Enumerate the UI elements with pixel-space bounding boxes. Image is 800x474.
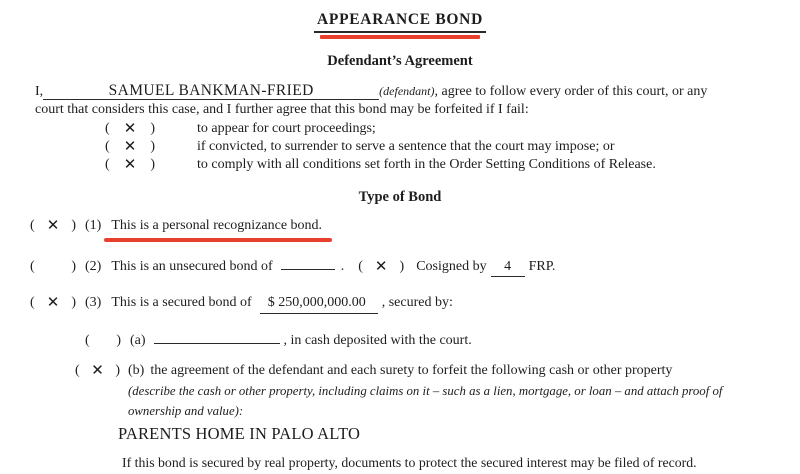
intro-line-2: court that considers this case, and I further agree that this bond may be forfeited if I fail: xyxy=(35,102,529,118)
item-a-suffix: , in cash deposited with the court. xyxy=(283,333,472,349)
item-2-text: This is an unsecured bond of xyxy=(111,258,273,274)
item-letter: (b) xyxy=(128,362,145,378)
intro-prefix: I, xyxy=(35,83,44,99)
item-1-text-red-underlined: This is a personal recognizance bond. xyxy=(111,217,322,235)
cosign-suffix: FRP. xyxy=(528,258,556,274)
paren-open: ( xyxy=(30,218,35,234)
x-mark-icon: ✕ xyxy=(123,138,137,155)
x-mark-icon: ✕ xyxy=(123,157,137,174)
bond-item-1 xyxy=(30,217,800,235)
real-property-footer-note: If this bond is secured by real property, documents to protect the secured interest may be filed of record. xyxy=(122,454,697,470)
intro-rest: , agree to follow every order of this court, or any xyxy=(434,83,708,99)
paren-close: ) xyxy=(71,258,76,274)
paren-open: ( xyxy=(358,258,363,274)
x-mark-icon: ✕ xyxy=(46,218,60,235)
bond-item-3 xyxy=(30,294,800,314)
paren-open: ( xyxy=(30,258,35,274)
checkbox-item-b xyxy=(75,362,120,380)
intro-line-1 xyxy=(35,83,774,101)
x-mark-icon: ✕ xyxy=(374,258,388,275)
condition-row-surrender xyxy=(0,138,800,156)
bond-item-3a xyxy=(85,331,800,350)
title-block xyxy=(0,0,800,39)
paren-open: ( xyxy=(30,294,35,310)
bond-item-3b xyxy=(75,362,800,380)
defendant-label: (defendant) xyxy=(379,83,435,98)
x-mark-icon: ✕ xyxy=(123,120,137,137)
bond-item-2 xyxy=(30,257,800,277)
item-3-suffix: , secured by: xyxy=(381,294,453,310)
note-line-1: (describe the cash or other property, including claims on it – such as a lien, mortgage, or loan – and attach proof of xyxy=(128,384,723,399)
item-letter: (a) xyxy=(130,333,146,349)
red-highlight-underline-title xyxy=(320,35,480,39)
paren-open: ( xyxy=(75,362,80,378)
period: . xyxy=(340,258,345,274)
x-mark-icon: ✕ xyxy=(46,294,60,311)
paren-close: ) xyxy=(399,258,405,274)
checkbox-comply xyxy=(105,156,155,174)
paren-open: ( xyxy=(105,120,110,136)
paren-close: ) xyxy=(115,362,120,378)
item-3-text: This is a secured bond of xyxy=(111,294,252,310)
checkbox-appear xyxy=(105,120,155,138)
paren-close: ) xyxy=(150,120,155,136)
cosign-count-field: 4 xyxy=(491,258,525,277)
checkbox-item-1 xyxy=(30,217,76,235)
section-heading-defendants-agreement: Defendant’s Agreement xyxy=(327,53,473,70)
paren-open: ( xyxy=(105,138,110,154)
x-mark-icon: ✕ xyxy=(91,362,104,379)
checkbox-surrender xyxy=(105,138,155,156)
condition-text: if convicted, to surrender to serve a sentence that the court may impose; or xyxy=(197,138,615,154)
cosign-group xyxy=(358,258,555,277)
paren-close: ) xyxy=(71,294,76,310)
checkbox-item-2 xyxy=(30,258,76,276)
paren-close: ) xyxy=(116,333,121,349)
condition-row-comply xyxy=(0,156,800,174)
document-title: APPEARANCE BOND xyxy=(314,10,486,33)
paren-close: ) xyxy=(71,218,76,234)
paren-open: ( xyxy=(105,157,110,173)
item-number: (2) xyxy=(85,258,102,274)
condition-text: to appear for court proceedings; xyxy=(197,120,376,136)
defendant-name-field xyxy=(43,83,379,101)
defendant-name: SAMUEL BANKMAN-FRIED xyxy=(108,81,314,99)
checkbox-item-3 xyxy=(30,294,76,312)
paren-open: ( xyxy=(85,333,90,349)
secured-amount-field: $ 250,000,000.00 xyxy=(260,294,378,314)
paren-close: ) xyxy=(150,157,155,173)
condition-row-appear xyxy=(0,120,800,138)
checkbox-item-a xyxy=(85,332,121,350)
cosign-label: Cosigned by xyxy=(416,258,487,274)
section-heading-type-of-bond: Type of Bond xyxy=(358,188,442,205)
item-number: (3) xyxy=(85,294,102,310)
unsecured-amount-blank-field xyxy=(281,257,335,270)
item-b-text: the agreement of the defendant and each surety to forfeit the following cash or other property xyxy=(150,362,673,378)
item-number: (1) xyxy=(85,218,102,234)
note-line-2: ownership and value): xyxy=(128,403,244,418)
item-b-description-note xyxy=(128,382,800,420)
intro-paragraph xyxy=(35,83,774,120)
cash-amount-blank-field xyxy=(154,331,280,344)
condition-text: to comply with all conditions set forth in the Order Setting Conditions of Release. xyxy=(197,157,656,173)
checkbox-cosigned xyxy=(358,258,404,276)
paren-close: ) xyxy=(150,138,155,154)
forfeit-property-value: PARENTS HOME IN PALO ALTO xyxy=(118,423,361,443)
